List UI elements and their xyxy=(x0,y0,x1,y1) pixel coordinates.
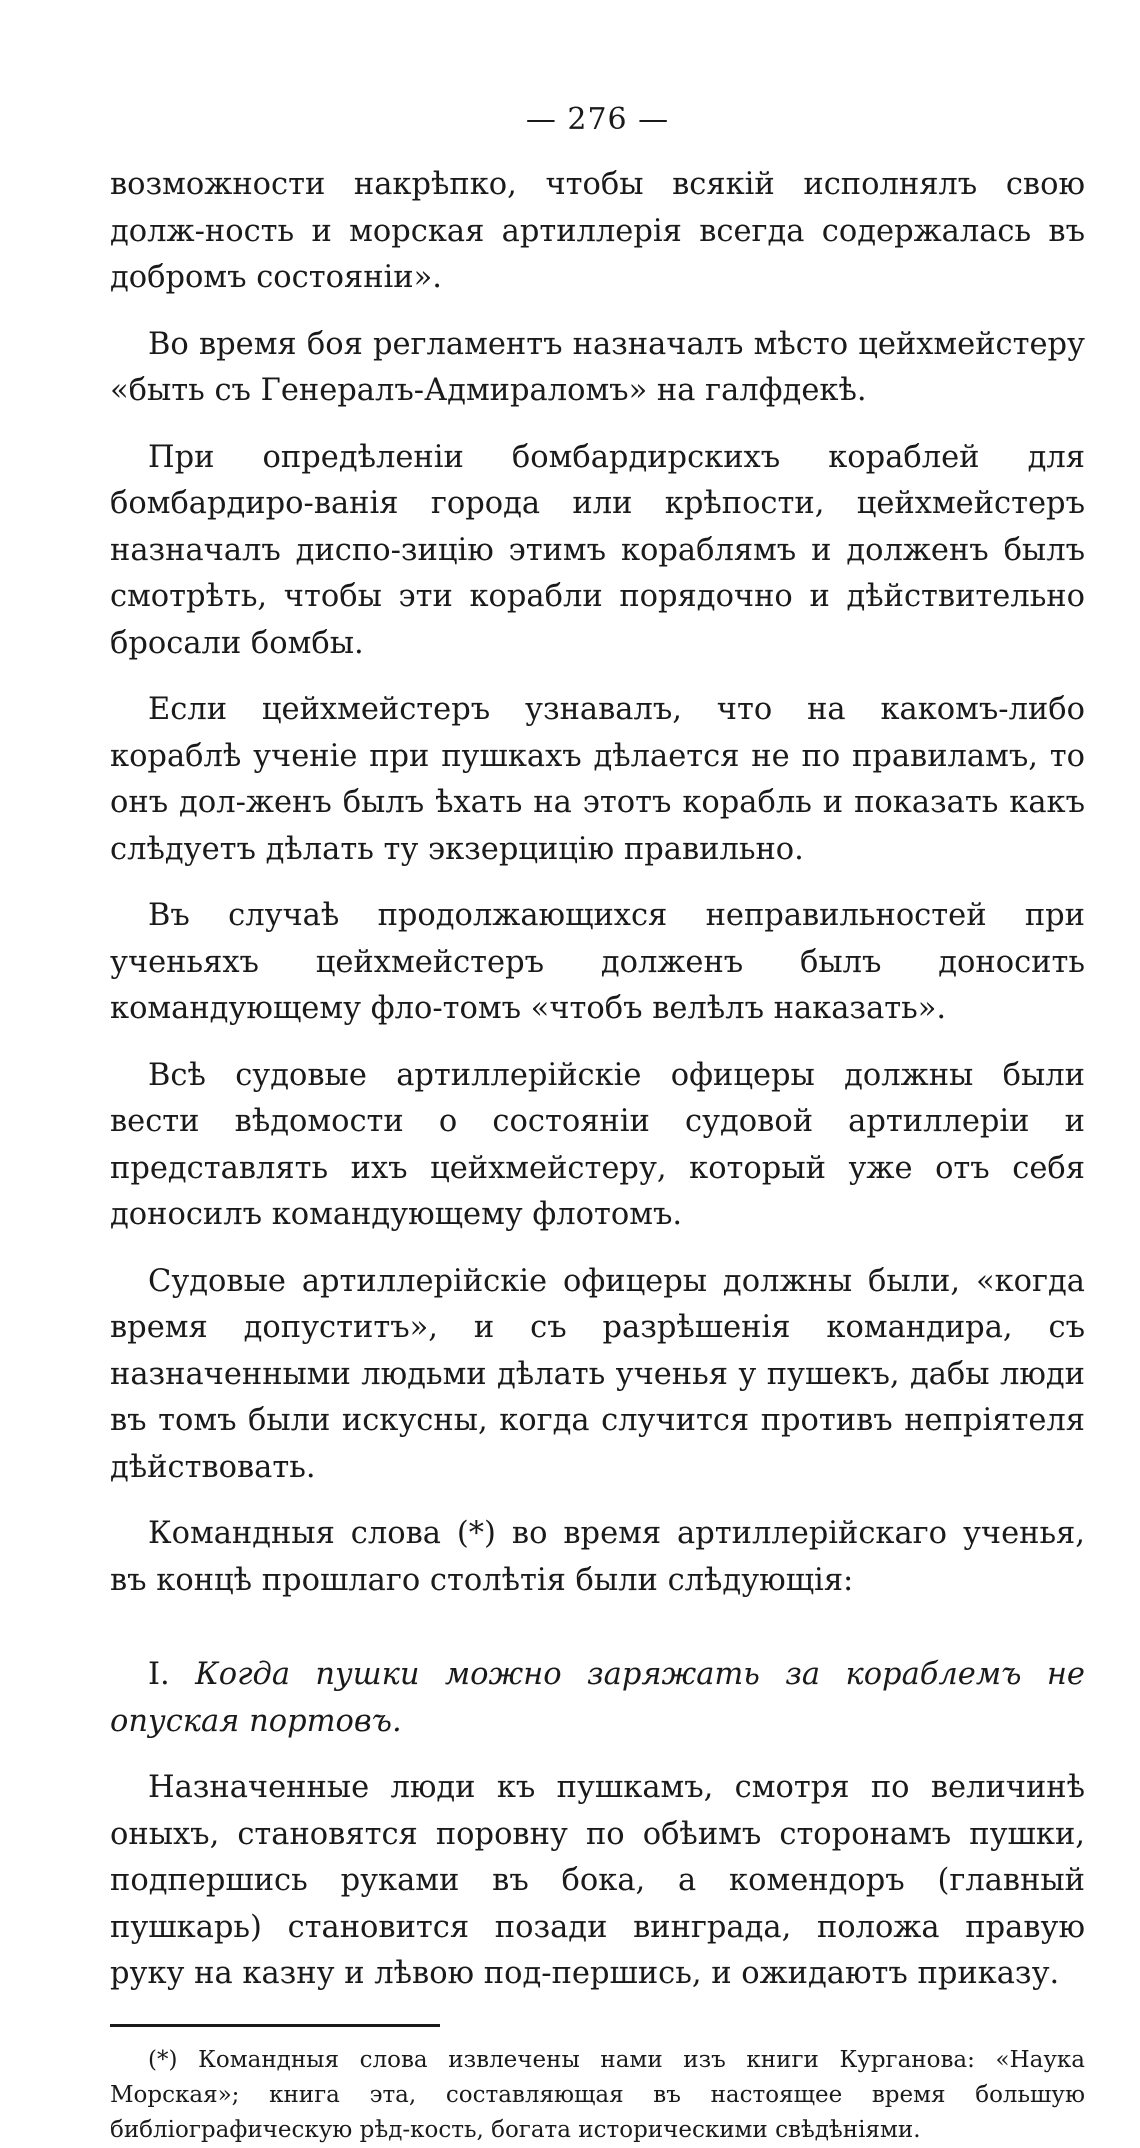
paragraph-continuation: возможности накрѣпко, чтобы всякій исполнялъ свою долж-ность и морская артиллерія всегда содержалась въ добромъ состояніи». xyxy=(110,167,1085,295)
footnote-divider xyxy=(110,2024,440,2027)
paragraph: При опредѣленіи бомбардирскихъ кораблей для бомбардиро-ванія города или крѣпости, цейхмейстеръ назначалъ диспо-зицію этимъ кораблямъ и долженъ былъ смотрѣть, чтобы эти корабли порядочно и дѣйствительно бросали бомбы. xyxy=(110,439,1085,661)
section-title: Когда пушки можно заряжать за кораблемъ не опуская портовъ. xyxy=(110,1657,1085,1739)
section-paragraph: Назначенные люди къ пушкамъ, смотря по величинѣ оныхъ, становятся поровну по обѣимъ сторонамъ пушки, подпершись руками въ бока, а комендоръ (главный пушкарь) становится позади винграда, положа правую руку на казну и лѣвою под-першись, и ожидаютъ приказу. xyxy=(110,1770,1085,1991)
section-heading xyxy=(110,1652,1085,1745)
section-numeral: I. xyxy=(148,1657,170,1692)
paragraph: Судовые артиллерійскіе офицеры должны были, «когда время допуститъ», и съ разрѣшенія командира, съ назначенными людьми дѣлать ученья у пушекъ, дабы люди въ томъ были искусны, когда случится противъ непріятеля дѣйствовать. xyxy=(110,1263,1085,1485)
page-number: — 276 — xyxy=(525,102,670,137)
book-page xyxy=(110,100,1085,2148)
paragraph: Командныя слова (*) во время артиллерійскаго ученья, въ концѣ прошлаго столѣтія были слѣдующія: xyxy=(110,1516,1085,1598)
paragraph: Если цейхмейстеръ узнавалъ, что на какомъ-либо кораблѣ ученіе при пушкахъ дѣлается не по правиламъ, то онъ дол-женъ былъ ѣхать на этотъ корабль и показать какъ слѣдуетъ дѣлать ту экзерцицію правильно. xyxy=(110,692,1085,867)
paragraph: Во время боя регламентъ назначалъ мѣсто цейхмейстеру «быть съ Генералъ-Адмираломъ» на галфдекѣ. xyxy=(110,326,1085,408)
paragraph: Всѣ судовые артиллерійскіе офицеры должны были вести вѣдомости о состояніи судовой артиллеріи и представлять ихъ цейхмейстеру, который уже отъ себя доносилъ командующему флотомъ. xyxy=(110,1057,1085,1232)
footnote: (*) Командныя слова извлечены нами изъ книги Курганова: «Наука Морская»; книга эта, составляющая въ настоящее время большую библіографическую рѣд-кость, богата историческими свѣдѣніями. xyxy=(110,2046,1085,2143)
paragraph: Въ случаѣ продолжающихся неправильностей при ученьяхъ цейхмейстеръ долженъ былъ доносить командующему фло-томъ «чтобъ велѣлъ наказать». xyxy=(110,898,1085,1026)
